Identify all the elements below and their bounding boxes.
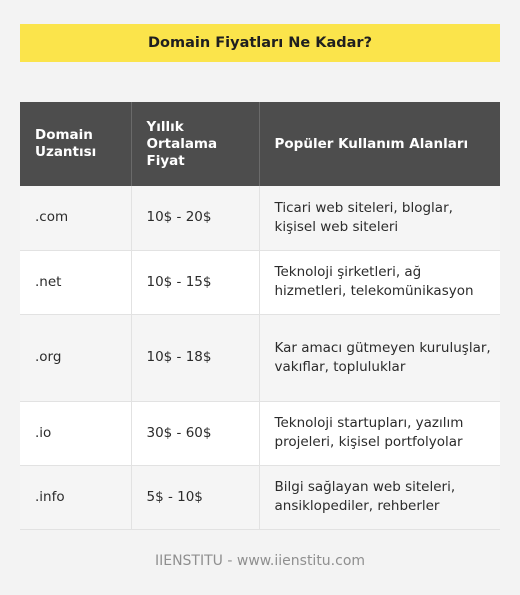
domain-price-table [20, 102, 500, 530]
table-row [20, 314, 500, 401]
cell-price: 10$ - 18$ [131, 314, 259, 401]
title-banner [20, 24, 500, 62]
cell-extension: .com [20, 186, 131, 250]
cell-price: 10$ - 15$ [131, 250, 259, 314]
cell-extension: .net [20, 250, 131, 314]
table-header [20, 102, 500, 186]
cell-price: 10$ - 20$ [131, 186, 259, 250]
cell-extension: .io [20, 401, 131, 465]
table-row [20, 250, 500, 314]
cell-price: 5$ - 10$ [131, 465, 259, 529]
table-body [20, 186, 500, 529]
header-domain-extension: Domain Uzantısı [20, 102, 131, 186]
cell-extension: .org [20, 314, 131, 401]
cell-usage: Kar amacı gütmeyen kuruluşlar, vakıflar, topluluklar [259, 314, 500, 401]
cell-usage: Teknoloji startupları, yazılım projeleri, kişisel portfolyolar [259, 401, 500, 465]
table-row [20, 186, 500, 250]
page-title: Domain Fiyatları Ne Kadar? [148, 35, 372, 51]
cell-extension: .info [20, 465, 131, 529]
cell-price: 30$ - 60$ [131, 401, 259, 465]
cell-usage: Bilgi sağlayan web siteleri, ansiklopediler, rehberler [259, 465, 500, 529]
cell-usage: Teknoloji şirketleri, ağ hizmetleri, telekomünikasyon [259, 250, 500, 314]
header-popular-usage-areas: Popüler Kullanım Alanları [259, 102, 500, 186]
table-row [20, 465, 500, 529]
footer-credit: IIENSTITU - www.iienstitu.com [154, 553, 366, 569]
header-row [20, 102, 500, 186]
header-yearly-average-price: Yıllık Ortalama Fiyat [131, 102, 259, 186]
cell-usage: Ticari web siteleri, bloglar, kişisel web siteleri [259, 186, 500, 250]
table-row [20, 401, 500, 465]
